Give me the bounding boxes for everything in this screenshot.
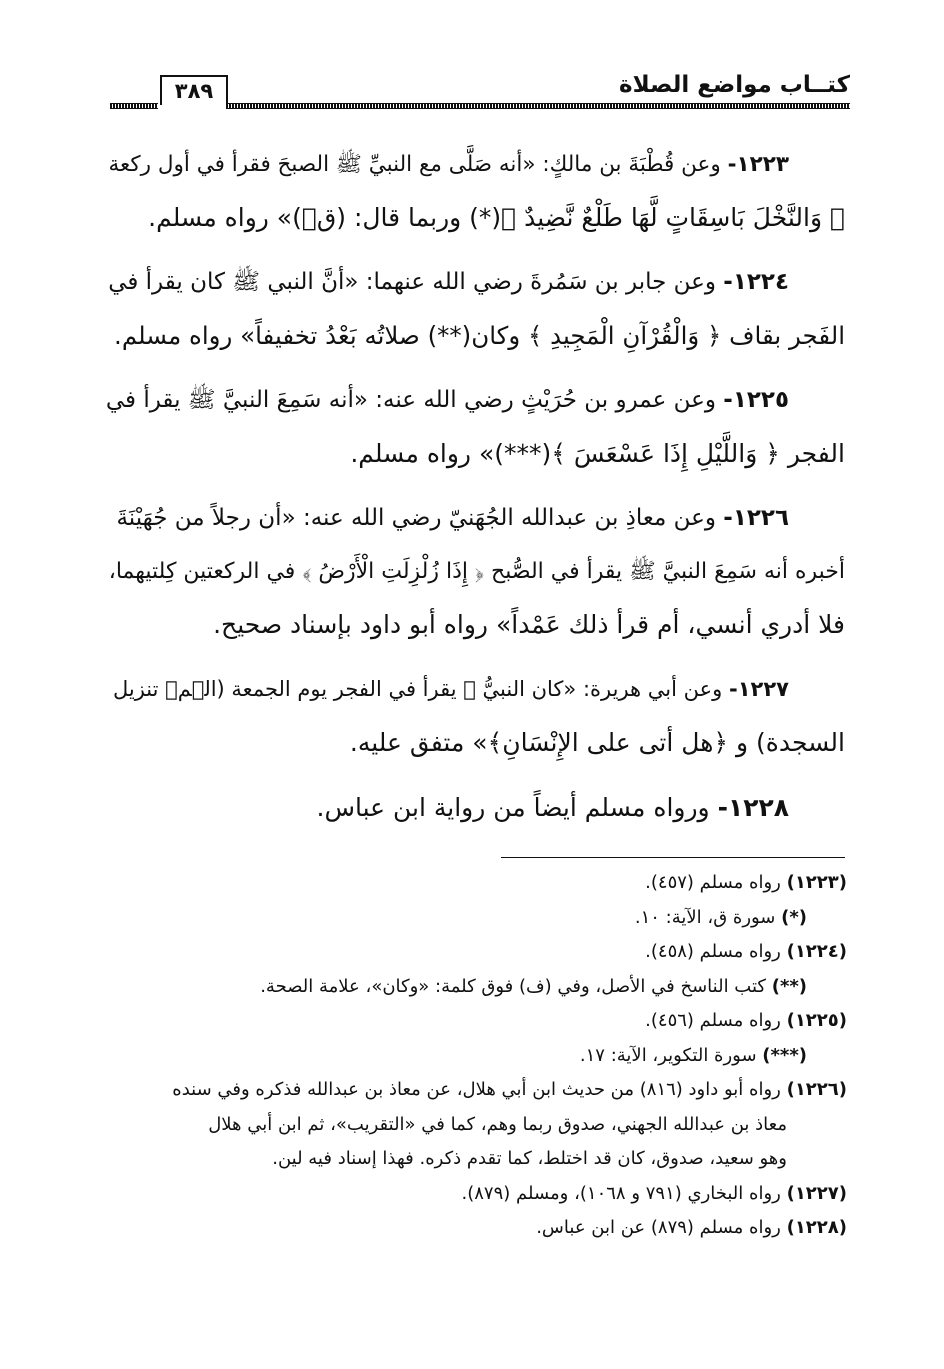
hadith-text: وعن جابر بن سَمُرةَ رضي الله عنهما: «أنَّ النبي ﷺ كان يقرأ في	[108, 269, 716, 295]
hadith-number: ١٢٢٣-	[727, 152, 789, 177]
hadith-line	[105, 492, 845, 545]
footnote-text: رواه مسلم (٤٥٦).	[645, 1010, 781, 1031]
hadith-text: فلا أدري أنسي، أم قرأ ذلك عَمْداً» رواه أبو داود بإسناد صحيح.	[213, 610, 845, 639]
footnote	[95, 1108, 847, 1143]
footnote	[95, 901, 847, 936]
hadith-paragraph	[105, 138, 845, 244]
hadith-paragraph	[105, 781, 845, 834]
hadith-line	[105, 781, 845, 834]
hadith-line	[105, 309, 845, 362]
hadith-paragraph	[105, 663, 845, 769]
hadith-line	[105, 598, 845, 651]
footnote-label: (١٢٢٦)	[786, 1079, 847, 1100]
hadith-number: ١٢٢٥-	[723, 387, 789, 413]
footnotes	[95, 866, 847, 1246]
footnote	[95, 970, 847, 1005]
main-text	[105, 138, 845, 846]
footnote	[95, 1177, 847, 1212]
header-rule-left	[110, 103, 158, 109]
hadith-text: وعن عمرو بن حُرَيْثٍ رضي الله عنه: «أنه سَمِعَ النبيَّ ﷺ يقرأ في	[105, 387, 716, 413]
footnote-text: رواه مسلم (٤٥٨).	[645, 941, 781, 962]
footnote	[95, 1211, 847, 1246]
hadith-line	[105, 374, 845, 427]
hadith-text: ﴿ وَالنَّخْلَ بَاسِقَاتٍ لَّهَا طَلْعٌ نَّضِيدٌ ﴾(*) وربما قال: (قۤ)» رواه مسلم.	[148, 203, 845, 232]
hadith-paragraph	[105, 492, 845, 651]
hadith-number: ١٢٢٨-	[717, 793, 789, 822]
hadith-text: السجدة) و ﴿هل أتى على الإِنْسَانِ﴾» متفق عليه.	[349, 728, 845, 757]
footnote-label: (١٢٢٣)	[786, 872, 847, 893]
hadith-text: أخبره أنه سَمِعَ النبيَّ ﷺ يقرأ في الصُّبح ﴿ إِذَا زُلْزِلَتِ الْأَرْضُ ﴾ في الركعتين كِلتيهما،	[108, 559, 845, 584]
footnote-label: (١٢٢٨)	[786, 1217, 847, 1238]
footnote	[95, 935, 847, 970]
hadith-line	[105, 256, 845, 309]
footnote-text: سورة التكوير، الآية: ١٧.	[579, 1044, 757, 1066]
footnote-text: رواه مسلم (٤٥٧).	[645, 872, 781, 893]
hadith-number: ١٢٢٧-	[729, 677, 789, 701]
footnote-label: (١٢٢٧)	[786, 1182, 847, 1204]
page-header	[110, 70, 850, 114]
book-title: كتــاب مواضع الصلاة	[619, 72, 850, 98]
footnote	[95, 1039, 847, 1074]
footnote	[95, 1004, 847, 1039]
hadith-text: وعن أبي هريرة: «كان النبيُّ ﷺ يقرأ في الفجر يوم الجمعة (الۤمۤ تنزيل	[112, 677, 723, 701]
footnote-text: معاذ بن عبدالله الجهني، صدوق ربما وهم، كما في «التقريب»، ثم ابن أبي هلال	[208, 1113, 787, 1135]
footnote-label: (١٢٢٤)	[786, 941, 847, 962]
footnote	[95, 866, 847, 901]
footnote	[95, 1073, 847, 1108]
footnote-label: (***)	[762, 1044, 807, 1066]
footnote-text: رواه مسلم (٨٧٩) عن ابن عباس.	[536, 1217, 781, 1238]
hadith-number: ١٢٢٤-	[723, 269, 789, 295]
header-rule	[226, 103, 850, 109]
hadith-line	[105, 138, 845, 191]
page-number: ٣٨٩	[160, 75, 228, 105]
hadith-text: الفَجر بقاف ﴿ وَالْقُرْآنِ الْمَجِيدِ ﴾ وكان(**) صلاتُه بَعْدُ تخفيفاً» رواه مسلم.	[114, 321, 845, 350]
footnote-text: وهو سعيد، صدوق، كان قد اختلط، كما تقدم ذكره. فهذا إسناد فيه لين.	[272, 1148, 787, 1169]
hadith-line	[105, 663, 845, 716]
hadith-text: وعن قُطْبَةَ بن مالكٍ: «أنه صَلَّى مع النبيِّ ﷺ الصبحَ فقرأ في أول ركعة	[108, 152, 721, 177]
hadith-paragraph	[105, 374, 845, 480]
footnote-label: (*)	[781, 906, 807, 928]
hadith-number: ١٢٢٦-	[723, 505, 789, 531]
hadith-text: الفجر ﴿ وَاللَّيْلِ إِذَا عَسْعَسَ ﴾(***)» رواه مسلم.	[350, 439, 845, 468]
hadith-line	[105, 427, 845, 480]
footnote-text: رواه البخاري (٧٩١ و ١٠٦٨)، ومسلم (٨٧٩).	[461, 1182, 781, 1204]
footnote-separator	[501, 857, 845, 858]
hadith-line	[105, 545, 845, 598]
hadith-line	[105, 716, 845, 769]
footnote-text: كتب الناسخ في الأصل، وفي (ف) فوق كلمة: «وكان»، علامة الصحة.	[260, 975, 766, 997]
hadith-paragraph	[105, 256, 845, 362]
footnote	[95, 1142, 847, 1177]
hadith-text: وعن معاذِ بن عبدالله الجُهَنيّ رضي الله عنه: «أن رجلاً من جُهَيْنَةَ	[116, 505, 716, 531]
footnote-text: رواه أبو داود (٨١٦) من حديث ابن أبي هلال، عن معاذ بن عبدالله فذكره وفي سنده	[172, 1079, 781, 1100]
hadith-line	[105, 191, 845, 244]
footnote-label: (١٢٢٥)	[786, 1010, 847, 1031]
footnote-label: (**)	[771, 975, 807, 997]
hadith-text: ورواه مسلم أيضاً من رواية ابن عباس.	[316, 793, 710, 822]
footnote-text: سورة ق، الآية: ١٠.	[634, 906, 776, 928]
